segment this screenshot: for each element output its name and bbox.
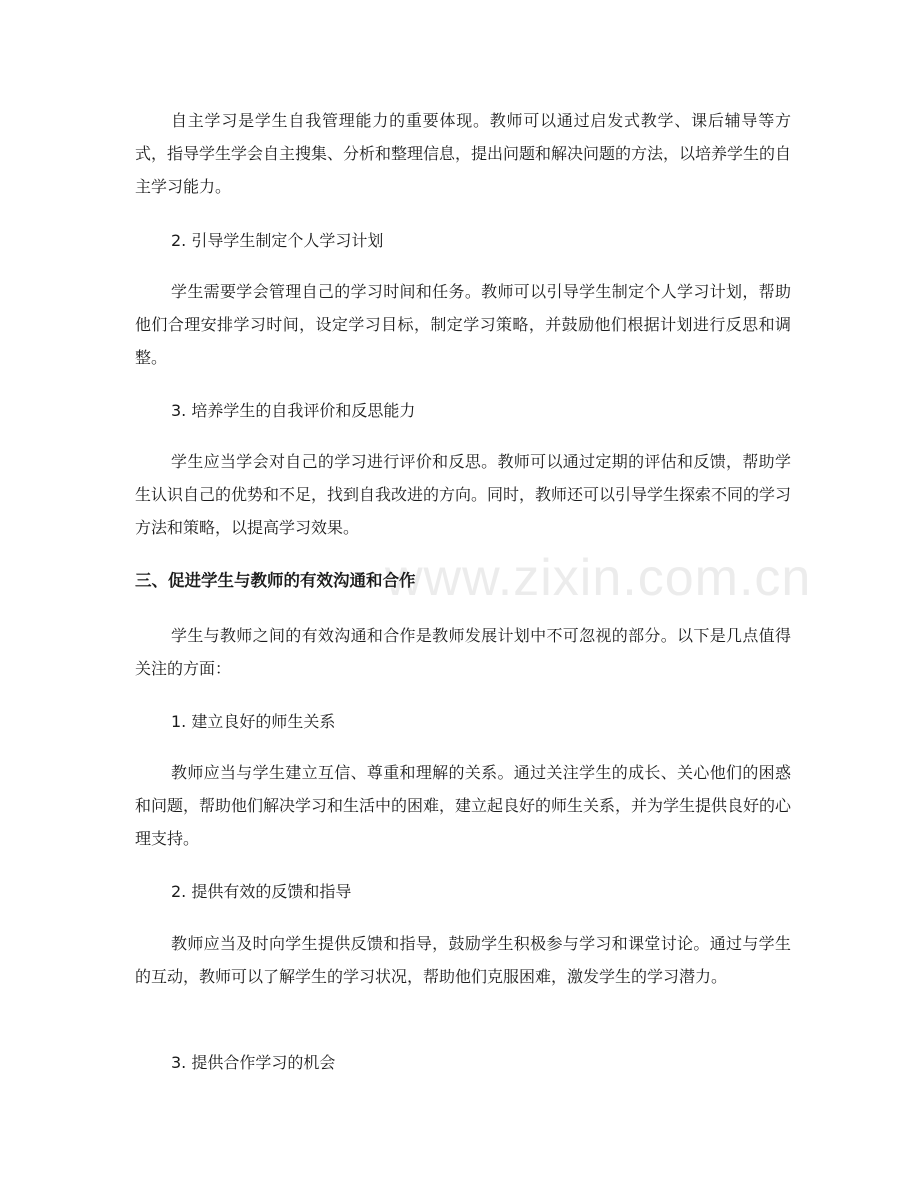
watermark-text: www.zixin.com.cn xyxy=(385,549,812,607)
list-item-feedback-guidance: 2. 提供有效的反馈和指导 xyxy=(171,882,352,901)
list-item-study-plan: 2. 引导学生制定个人学习计划 xyxy=(171,231,384,250)
list-item-cooperative-learning: 3. 提供合作学习的机会 xyxy=(171,1053,336,1072)
section-heading: 三、促进学生与教师的有效沟通和合作 xyxy=(135,571,416,590)
paragraph-study-plan: 学生需要学会管理自己的学习时间和任务。教师可以引导学生制定个人学习计划，帮助他们合理安排学习时间，设定学习目标，制定学习策略，并鼓励他们根据计划进行反思和调整。 xyxy=(135,282,791,367)
paragraph-self-learning: 自主学习是学生自我管理能力的重要体现。教师可以通过启发式教学、课后辅导等方式，指导学生学会自主搜集、分析和整理信息，提出问题和解决问题的方法，以培养学生的自主学习能力。 xyxy=(135,111,792,196)
list-item-teacher-student-relationship: 1. 建立良好的师生关系 xyxy=(171,712,336,731)
paragraph-teacher-student-relationship: 教师应当与学生建立互信、尊重和理解的关系。通过关注学生的成长、关心他们的困惑和问题，帮助他们解决学习和生活中的困难，建立起良好的师生关系，并为学生提供良好的心理支持。 xyxy=(135,763,792,848)
paragraph-self-evaluation: 学生应当学会对自己的学习进行评价和反思。教师可以通过定期的评估和反馈，帮助学生认识自己的优势和不足，找到自我改进的方向。同时，教师还可以引导学生探索不同的学习方法和策略，以提高学习效果。 xyxy=(135,452,792,537)
paragraph-feedback-guidance: 教师应当及时向学生提供反馈和指导，鼓励学生积极参与学习和课堂讨论。通过与学生的互动，教师可以了解学生的学习状况，帮助他们克服困难，激发学生的学习潜力。 xyxy=(135,934,791,986)
paragraph-communication-intro: 学生与教师之间的有效沟通和合作是教师发展计划中不可忽视的部分。以下是几点值得关注的方面： xyxy=(135,626,791,678)
list-item-self-evaluation: 3. 培养学生的自我评价和反思能力 xyxy=(171,401,416,420)
